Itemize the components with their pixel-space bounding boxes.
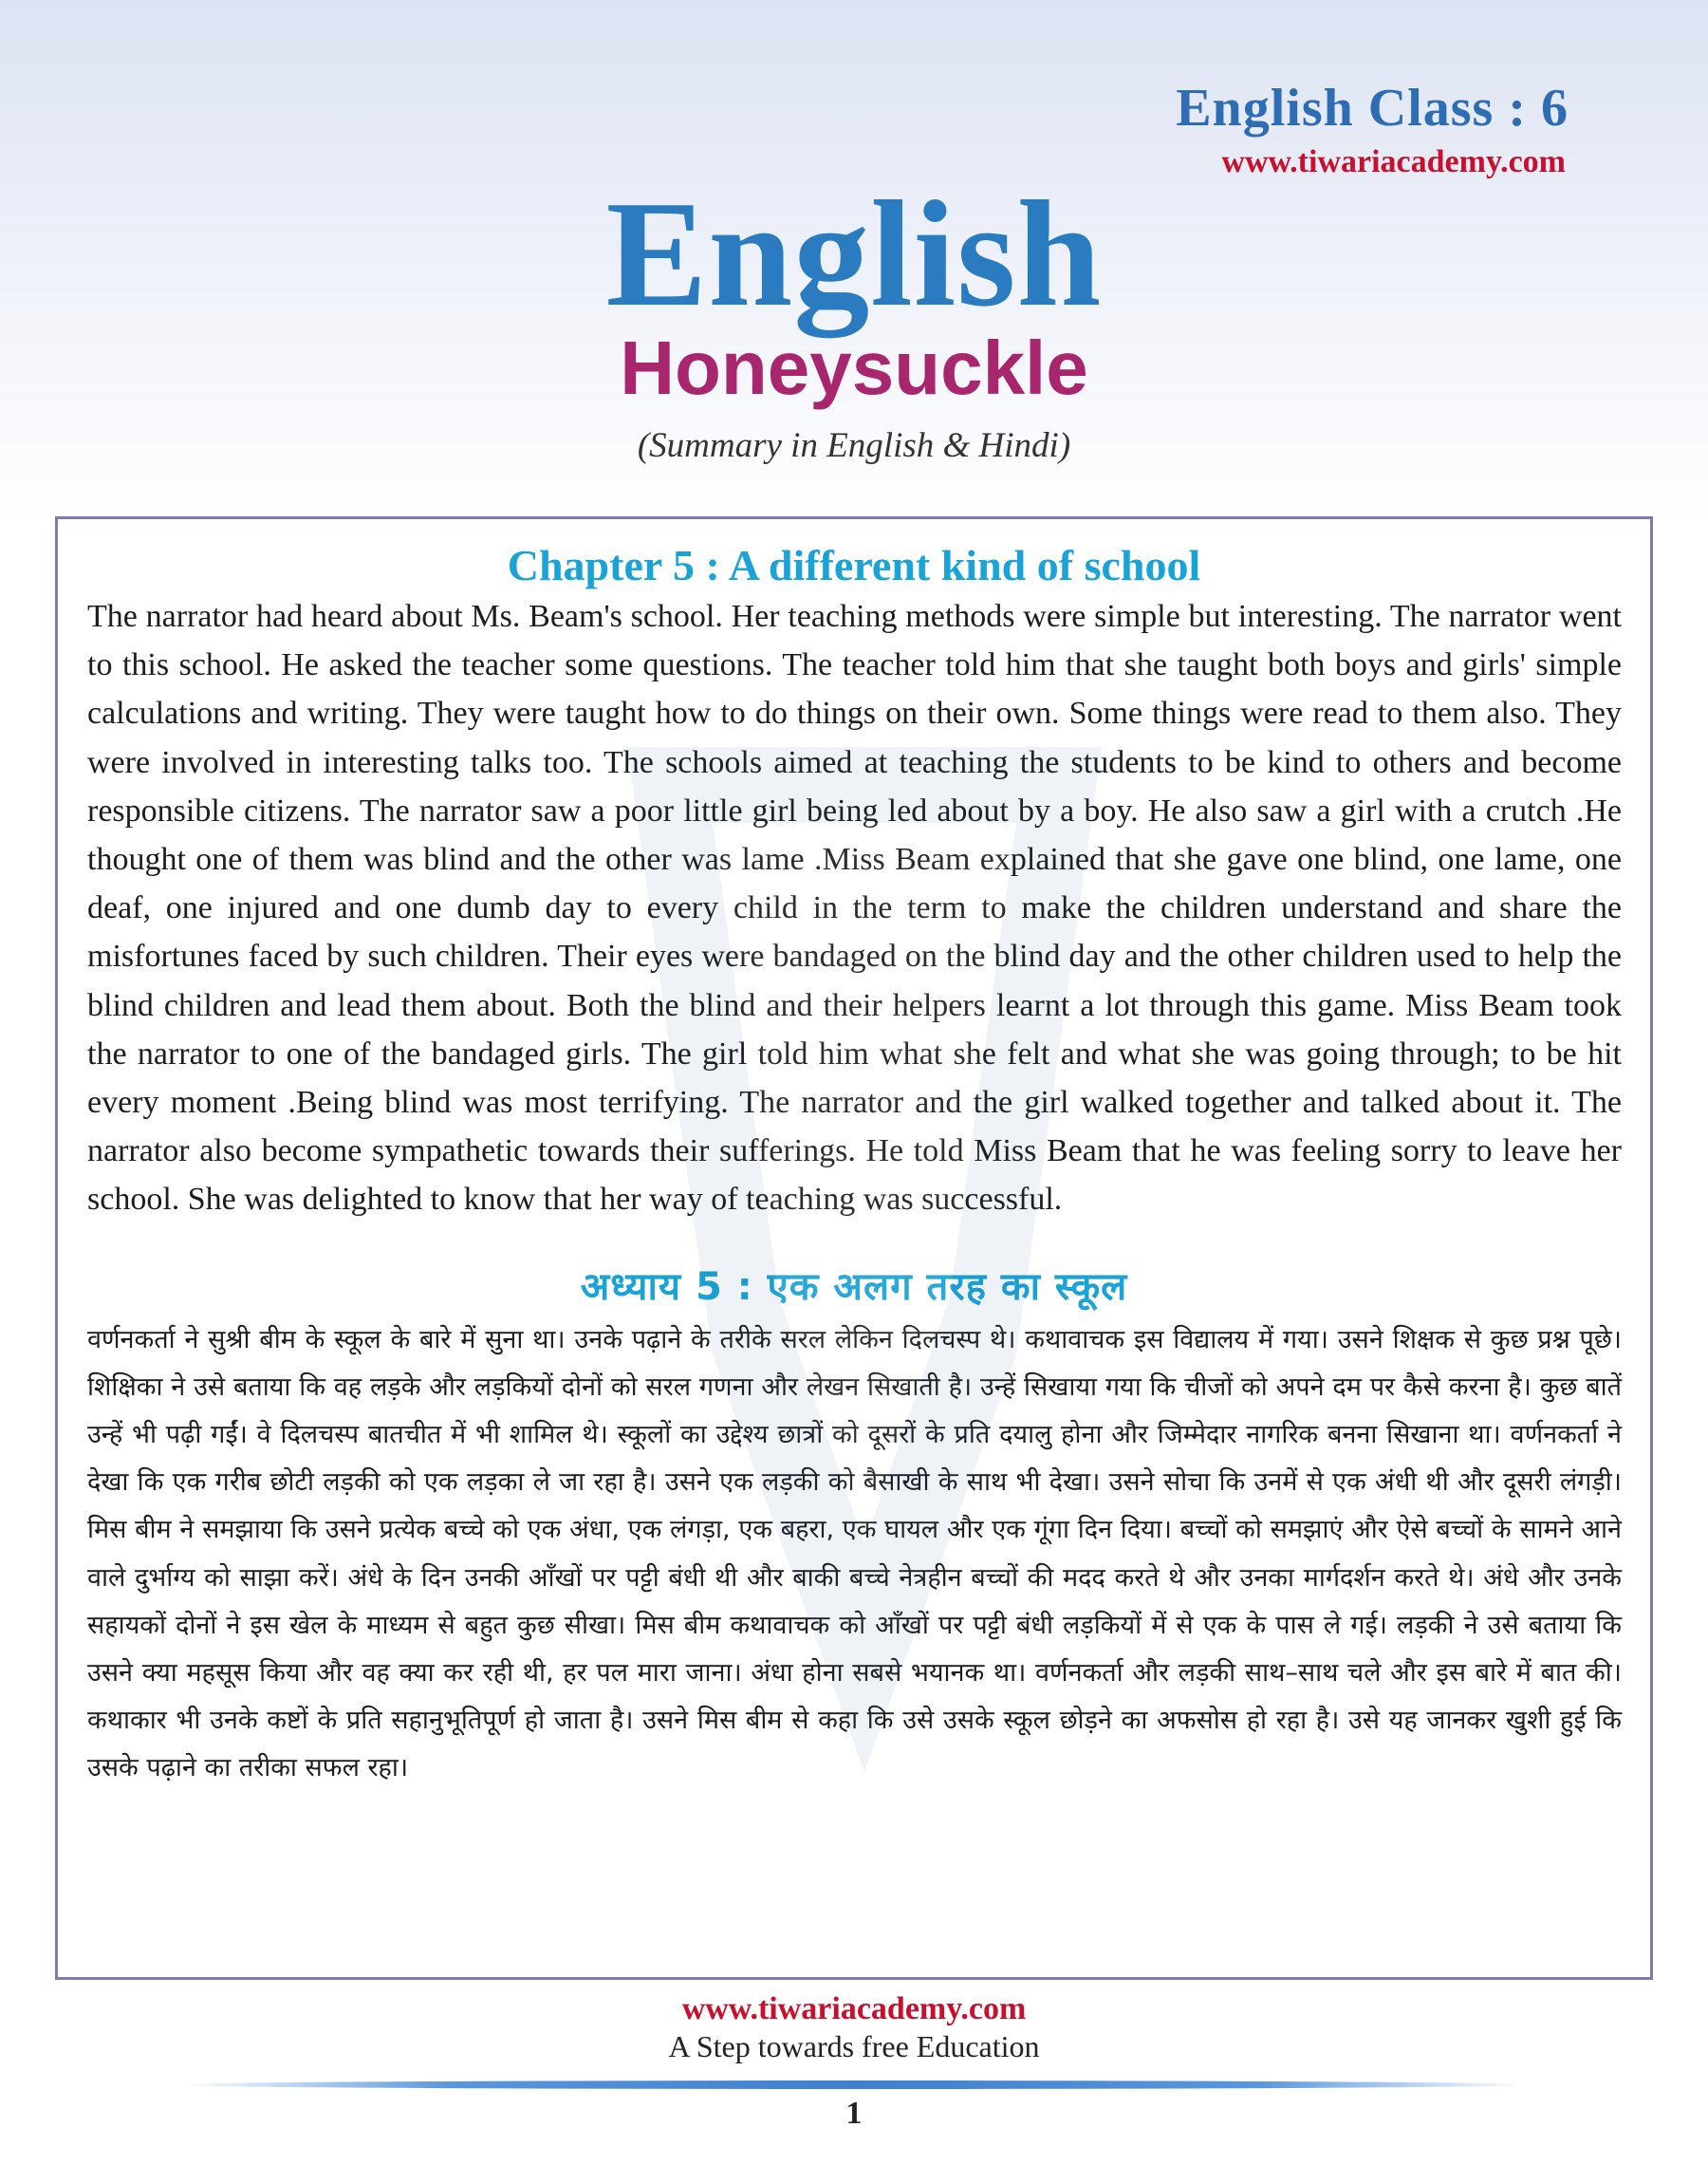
- subtitle: (Summary in English & Hindi): [637, 426, 1071, 465]
- chapter-heading: Chapter 5 : A different kind of school: [507, 541, 1201, 589]
- hindi-chapter-heading: अध्याय 5 : एक अलग तरह का स्कूल: [580, 1264, 1128, 1309]
- main-title: English: [605, 169, 1103, 338]
- footer-divider: [180, 2080, 1528, 2089]
- hindi-summary: वर्णनकर्ता ने सुश्री बीम के स्कूल के बारे में सुना था। उनके पढ़ाने के तरीके सरल लेकिन दिलचस्प थे। कथावाचक इस विद्यालय में गया। उसने शिक्षक से कुछ प्रश्न पूछे। शिक्षिका ने उसे बताया कि वह लड़के और लड़कियों दोनों को सरल गणना और लेखन सिखाती है। उन्हें सिखाया गया कि चीजों को अपने दम पर कैसे करना है। कुछ बातें उन्हें भी पढ़ी गईं। वे दिलचस्प बातचीत में भी शामिल थे। स्कूलों का उद्देश्य छात्रों को दूसरों के प्रति दयालु होना और जिम्मेदार नागरिक बनना सिखाना था। वर्णनकर्ता ने देखा कि एक गरीब छोटी लड़की को एक लड़का ले जा रहा है। उसने एक लड़की को बैसाखी के साथ भी देखा। उसने सोचा कि उनमें से एक अंधी थी और दूसरी लंगड़ी। मिस बीम ने समझाया कि उसने प्रत्येक बच्चे को एक अंधा, एक लंगड़ा, एक बहरा, एक घायल और एक गूंगा दिन दिया। बच्चों को समझाएं और ऐसे बच्चों के सामने आने वाले दुर्भाग्य को साझा करें। अंधे के दिन उनकी आँखों पर पट्टी बंधी थी और बाकी बच्चे नेत्रहीन बच्चों की मदद करते थे और उनका मार्गदर्शन करते थे। अंधे और उनके सहायकों दोनों ने इस खेल के माध्यम से बहुत कुछ सीखा। मिस बीम कथावाचक को आँखों पर पट्टी बंधी लड़कियों में से एक के पास ले गई। लड़की ने उसे बताया कि उसने क्या महसूस किया और वह क्या कर रही थी, हर पल मारा जाना। अंधा होना सबसे भयानक था। वर्णनकर्ता और लड़की साथ–साथ चले और इस बारे में बात की। कथाकार भी उनके कष्टों के प्रति सहानुभूतिपूर्ण हो जाता है। उसने मिस बीम से कहा कि उसे उसके स्कूल छोड़ने का अफसोस हो रहा है। उसे यह जानकर खुशी हुई कि उसके पढ़ाने का तरीका सफल रहा।: [87, 1324, 1622, 1783]
- summary-content-box: [55, 516, 1653, 1980]
- header-website-link[interactable]: www.tiwariacademy.com: [1221, 144, 1566, 179]
- class-title: English Class : 6: [1176, 79, 1569, 138]
- footer-website-link[interactable]: www.tiwariacademy.com: [681, 1991, 1027, 2026]
- english-summary: The narrator had heard about Ms. Beam's school. Her teaching methods were simple but interesting. The narrator went to this school. He asked the teacher some questions. The teacher told him that she taught both boys and girls' simple calculations and writing. They were taught how to do things on their own. Some things were read to them also. They were involved in interesting talks too. The schools aimed at teaching the students to be kind to others and become responsible citizens. The narrator saw a poor little girl being led about by a boy. He also saw a girl with a crutch .He thought one of them was blind and the other was lame .Miss Beam explained that she gave one blind, one lame, one deaf, one injured and one dumb day to every child in the term to make the children understand and share the misfortunes faced by such children. Their eyes were bandaged on the blind day and the other children used to help the blind children and lead them about. Both the blind and their helpers learnt a lot through this game. Miss Beam took the narrator to one of the bandaged girls. The girl told him what she felt and what she was going through; to be hit every moment .Being blind was most terrifying. The narrator and the girl walked together and talked about it. The narrator also become sympathetic towards their sufferings. He told Miss Beam that he was feeling sorry to leave her school. She was delighted to know that her way of teaching was successful.: [87, 599, 1622, 1218]
- footer-tagline: A Step towards free Education: [668, 2029, 1040, 2063]
- book-title: Honeysuckle: [620, 326, 1088, 410]
- page-number: 1: [845, 2096, 863, 2131]
